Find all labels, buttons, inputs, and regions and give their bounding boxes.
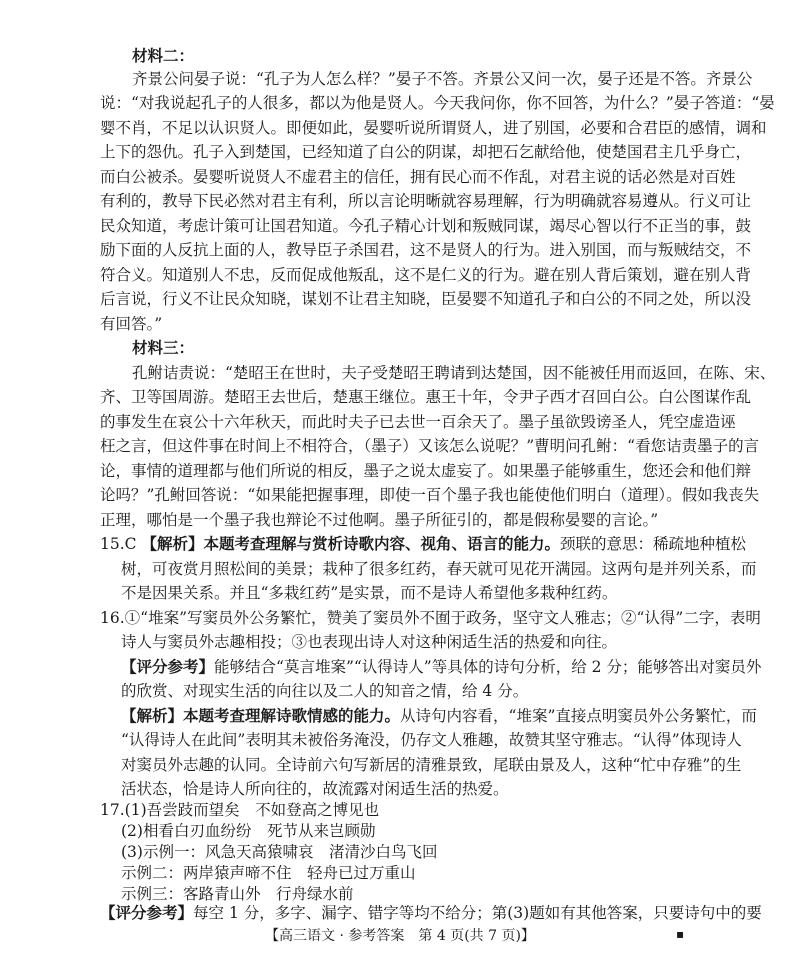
material3-heading: 材料三： xyxy=(132,338,195,357)
q17-ref-text: 每空 1 分，多字、漏字、错字等均不给分；第(3)题如有其他答案，只要诗句中的要 xyxy=(193,904,762,922)
q15-first-line xyxy=(100,534,747,554)
q16-ref-line xyxy=(121,657,762,677)
q16-analysis-line: 对窦员外志趣的认同。全诗前六句写新居的清雅景致，尾联由景及人，这种“忙中存雅”的生 xyxy=(121,756,742,774)
q16-analysis-line xyxy=(121,706,757,726)
material2-line: 婴不肖，不足以认识贤人。即便如此，晏婴听说所谓贤人，进了别国，必要和合君臣的感情，调和 xyxy=(100,119,767,137)
material2-line: 而白公被杀。晏婴听说贤人不虚君主的信任，拥有民心而不作乱，对君主说的话必然是对百姓 xyxy=(100,168,736,186)
q17-number: 17. xyxy=(100,801,125,819)
material2-heading: 材料二： xyxy=(132,46,195,65)
q16-text: ①“堆案”写窦员外公务繁忙，赞美了窦员外不囿于政务，坚守文人雅志；②“认得”二字，表明 xyxy=(124,609,761,627)
material2-line: 励下面的人反抗上面的人，教导臣子杀国君，这不是贤人的行为。进入别国，而与叛贼结交，不 xyxy=(100,241,752,259)
q16-first-line xyxy=(100,608,761,628)
q16-analysis-text: 从诗句内容看，“堆案”直接点明窦员外公务繁忙，而 xyxy=(400,707,757,725)
material3-line: 正理，哪怕是一个墨子我也辩论不过他啊。墨子所征引的，都是假称晏婴的言论。” xyxy=(100,511,659,529)
material2-line: 符合义。知道别人不忠，反而促成他叛乱，这不是仁义的行为。避在别人背后策划，避在别人背 xyxy=(100,266,752,284)
q15-number: 15. xyxy=(100,535,125,553)
corner-mark: ▪ xyxy=(676,927,685,941)
q16-analysis-line: “认得诗人在此间”表明其未被俗务淹没，仍存文人雅趣，故赞其坚守雅志。“认得”体现诗人 xyxy=(121,731,742,749)
material2-line: 有利的，教导下民必然对君主有利，所以言论明晰就容易理解，行为明确就容易遵从。行义可让 xyxy=(100,192,752,210)
q17-first-line xyxy=(100,800,700,820)
q15-answer: C xyxy=(124,535,137,553)
q15-line: 不是因果关系。并且“多栽红药”是实景，而不是诗人希望他多栽种红药。 xyxy=(121,584,618,602)
q17-item: (2)相看白刃血纷纷 死节从来岂顾勋 xyxy=(121,822,376,840)
material3-line: 孔鲋诘责说：“楚昭王在世时，夫子受楚昭王聘请到达楚国，因不能被任用而返回，在陈、宋、 xyxy=(132,364,776,382)
material2-line: 民众知道，考虑计策可让国君知道。今孔子精心计划和叛贼同谋，竭尽心智以行不正当的事，鼓 xyxy=(100,217,752,235)
q16-ref-text: 能够结合“莫言堆案”“认得诗人”等具体的诗句分析，给 2 分；能够答出对窦员外 xyxy=(214,658,762,676)
material2-line: 上下的怨仇。孔子入到楚国，已经知道了白公的阴谋，却把石乞献给他，使楚国君主几乎身亡， xyxy=(100,143,752,161)
material3-line: 论，事情的道理都与他们所说的相反，墨子之说太虚妄了。如果墨子能够重生，您还会和他们辩 xyxy=(100,462,752,480)
material2-line: 后言说，行义不让民众知晓，谋划不让君主知晓，臣晏婴不知道孔子和白公的不同之处，所以没 xyxy=(100,290,752,308)
q15-tag: 【解析】 xyxy=(141,535,204,553)
material2-line: 有回答。” xyxy=(100,315,163,333)
q16-analysis-tag: 【解析】 xyxy=(121,707,184,725)
material2-line: 说：“对我说起孔子的人很多，都以为他是贤人。今天我问你，你不回答，为什么？”晏子答道：“晏 xyxy=(100,94,775,112)
q16-analysis-bold: 本题考查理解诗歌情感的能力。 xyxy=(183,707,401,725)
q17-item: (3)示例一：风急天高猿啸哀 渚清沙白鸟飞回 xyxy=(121,843,438,861)
q16-line: 诗人与窦员外志趣相投；③也表现出诗人对这种闲适生活的热爱和向往。 xyxy=(121,633,618,651)
q16-ref-tag: 【评分参考】 xyxy=(121,658,215,676)
q16-analysis-line: 活状态，恰是诗人所向往的，故流露对闲适生活的热爱。 xyxy=(121,780,509,798)
q17-item: 示例二：两岸猿声啼不住 轻舟已过万重山 xyxy=(121,864,416,882)
q17-item: (1)吾尝跂而望矣 不如登高之博见也 xyxy=(124,801,380,819)
material3-line: 的事发生在哀公十六年秋天，而此时夫子已去世一百余天了。墨子虽欲毁谤圣人，凭空虚造诬 xyxy=(100,413,736,431)
page-footer: 【高三语文 · 参考答案 第 4 页(共 7 页)】 xyxy=(265,928,535,944)
q16-ref-line: 的欣赏、对现实生活的向往以及二人的知音之情，给 4 分。 xyxy=(121,682,529,700)
material3-line: 枉之言，但这件事在时间上不相符合，（墨子）又该怎么说呢？”曹明问孔鲋：“看您诘责墨子的言 xyxy=(100,437,760,455)
material3-line: 齐、卫等国周游。楚昭王去世后，楚惠王继位。惠王十年，令尹子西才召回白公。白公图谋作乱 xyxy=(100,388,752,406)
q17-item: 示例三：客路青山外 行舟绿水前 xyxy=(121,885,354,903)
material2-line: 齐景公问晏子说：“孔子为人怎么样？”晏子不答。齐景公又问一次，晏子还是不答。齐景公 xyxy=(132,70,753,88)
q16-number: 16. xyxy=(100,609,125,627)
q15-rest: 颈联的意思：稀疏地种植松 xyxy=(560,535,747,553)
material3-line: 论吗？”孔鲋回答说：“如果能把握事理，即使一百个墨子我也能使他们明白（道理）。假如我丧失 xyxy=(100,486,760,504)
q15-bold: 本题考查理解与赏析诗歌内容、视角、语言的能力。 xyxy=(203,535,560,553)
q17-ref-tag: 【评分参考】 xyxy=(100,904,194,922)
q15-line: 树，可夜赏月照松间的美景；栽种了很多红药，春天就可见花开满园。这两句是并列关系，而 xyxy=(121,560,757,578)
q17-ref-line-visible xyxy=(100,903,762,923)
